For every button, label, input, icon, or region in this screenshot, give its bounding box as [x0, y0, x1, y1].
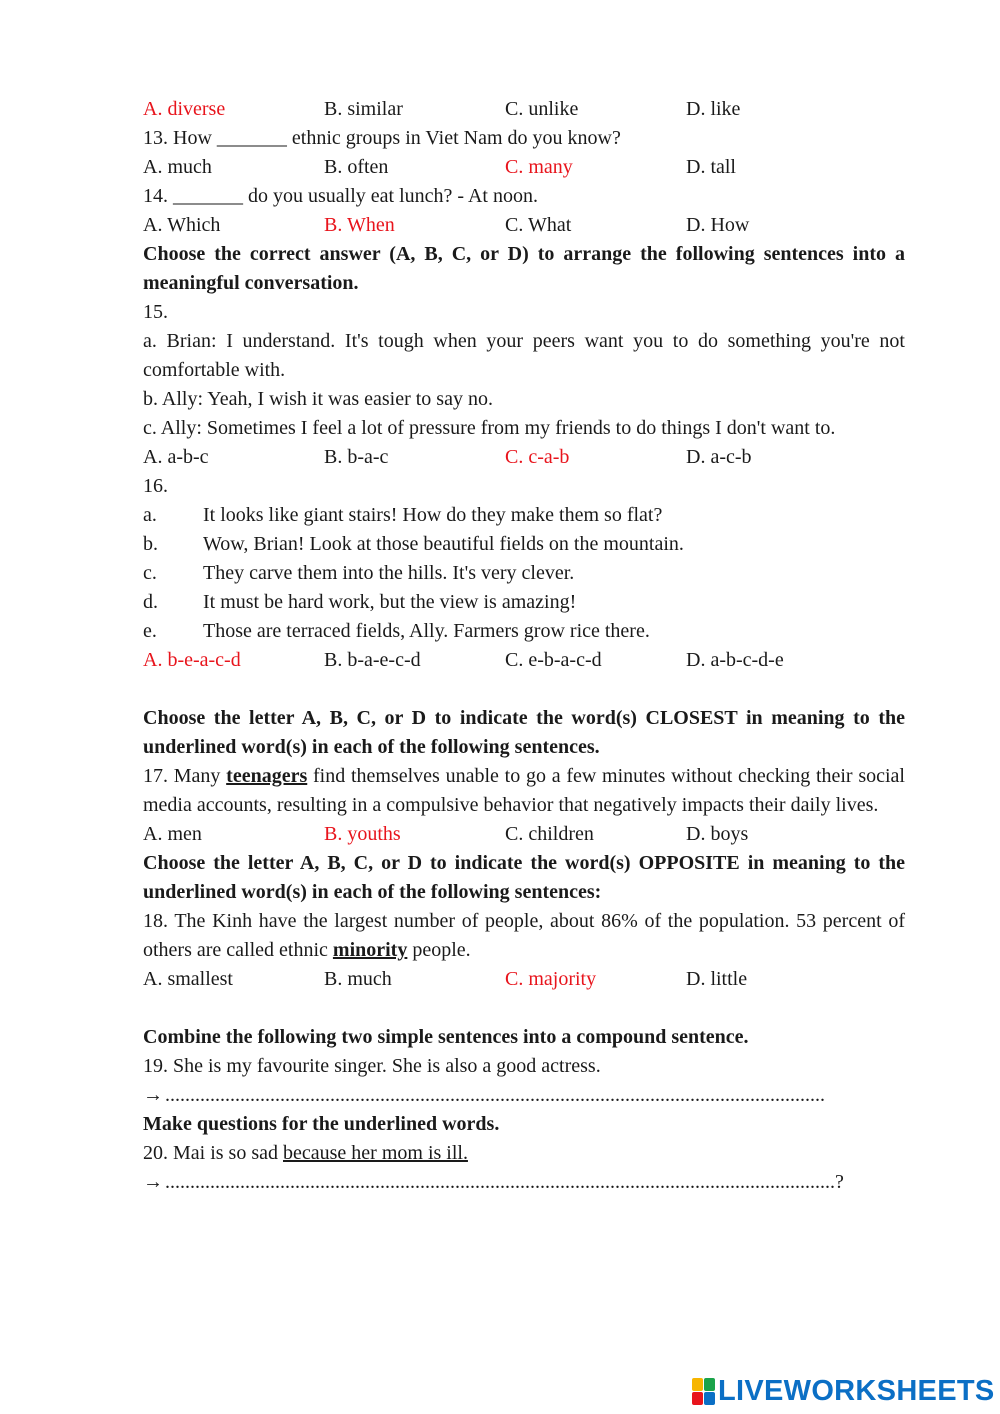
worksheet-page: [143, 95, 905, 1197]
q15-line-b: b. Ally: Yeah, I wish it was easier to say no.: [143, 388, 493, 410]
q18-option-a[interactable]: A. smallest: [143, 968, 233, 990]
q17-option-a[interactable]: A. men: [143, 823, 202, 845]
q16-item-text: They carve them into the hills. It's very clever.: [203, 562, 575, 584]
q18-text-after: people.: [407, 939, 471, 961]
q17-option-c[interactable]: C. children: [505, 823, 594, 845]
q20-underlined-phrase: because her mom is ill.: [283, 1142, 468, 1164]
q15-options: [143, 443, 905, 472]
q16-number: 16.: [143, 475, 168, 497]
q13-option-b[interactable]: B. often: [324, 156, 389, 178]
q13-stem: 13. How _______ ethnic groups in Viet Nam do you know?: [143, 127, 621, 149]
q17-text-before: 17. Many: [143, 765, 227, 787]
q14-option-c[interactable]: C. What: [505, 214, 572, 236]
q15-number: 15.: [143, 301, 168, 323]
q20-answer-line[interactable]: ......................................................................................................................................?: [165, 1171, 844, 1193]
spacer: [143, 994, 905, 1023]
q16-item-label: e.: [143, 620, 157, 642]
q16-item-text: It looks like giant stairs! How do they make them so flat?: [203, 504, 663, 526]
section-questions-instruction: Make questions for the underlined words.: [143, 1113, 500, 1135]
q16-item-d: [143, 588, 905, 617]
q16-options: [143, 646, 905, 675]
q16-item-label: a.: [143, 504, 157, 526]
q17-option-b[interactable]: B. youths: [324, 823, 401, 845]
q16-item-label: c.: [143, 562, 157, 584]
q16-option-c[interactable]: C. e-b-a-c-d: [505, 649, 602, 671]
q12-option-b[interactable]: B. similar: [324, 98, 403, 120]
q18-underlined-word: minority: [332, 939, 408, 961]
logo-square-blue: [704, 1392, 715, 1405]
q16-item-text: It must be hard work, but the view is amazing!: [203, 591, 577, 613]
q16-option-a[interactable]: A. b-e-a-c-d: [143, 649, 241, 671]
arrow-right-icon: →: [143, 1171, 163, 1193]
q14-options: [143, 211, 905, 240]
q16-item-text: Wow, Brian! Look at those beautiful fields on the mountain.: [203, 533, 684, 555]
q13-option-d[interactable]: D. tall: [686, 156, 736, 178]
q14-option-d[interactable]: D. How: [686, 214, 750, 236]
logo-square-red: [692, 1392, 703, 1405]
liveworksheets-logo-icon: [692, 1378, 714, 1404]
liveworksheets-logo-text: LIVEWORKSHEETS: [718, 1374, 995, 1407]
q17-stem: [143, 762, 905, 820]
spacer: [143, 675, 905, 704]
q18-option-d[interactable]: D. little: [686, 968, 748, 990]
q14-stem: 14. _______ do you usually eat lunch? - At noon.: [143, 185, 538, 207]
q20-answer-row: [143, 1168, 905, 1197]
q16-item-a: [143, 501, 905, 530]
q16-item-label: b.: [143, 533, 158, 555]
q13-option-a[interactable]: A. much: [143, 156, 212, 178]
q18-text-before: 18. The Kinh have the largest number of people, about 86% of the population. 53 percent of others are called ethnic: [143, 910, 905, 961]
q12-option-d[interactable]: D. like: [686, 98, 741, 120]
q16-item-e: [143, 617, 905, 646]
section-combine-instruction: Combine the following two simple sentences into a compound sentence.: [143, 1026, 749, 1048]
q16-option-d[interactable]: D. a-b-c-d-e: [686, 649, 784, 671]
q12-option-a[interactable]: A. diverse: [143, 98, 226, 120]
section-opposite-instruction: Choose the letter A, B, C, or D to indicate the word(s) OPPOSITE in meaning to the underlined word(s) in each of the following sentences:: [143, 852, 905, 903]
q18-option-b[interactable]: B. much: [324, 968, 392, 990]
q19-answer-line[interactable]: ....................................................................................................................................: [165, 1084, 825, 1106]
q15-option-d[interactable]: D. a-c-b: [686, 446, 752, 468]
arrow-right-icon: →: [143, 1084, 163, 1106]
logo-square-yellow: [692, 1378, 703, 1391]
q14-option-a[interactable]: A. Which: [143, 214, 221, 236]
q17-option-d[interactable]: D. boys: [686, 823, 749, 845]
q15-line-a: a. Brian: I understand. It's tough when your peers want you to do something you're not comfortable with.: [143, 330, 905, 381]
q16-item-b: [143, 530, 905, 559]
section-closest-instruction: Choose the letter A, B, C, or D to indicate the word(s) CLOSEST in meaning to the underlined word(s) in each of the following sentences.: [143, 707, 905, 758]
q12-option-c[interactable]: C. unlike: [505, 98, 579, 120]
q17-options: [143, 820, 905, 849]
q19-answer-row: [143, 1081, 905, 1110]
q17-underlined-word: teenagers: [226, 765, 308, 787]
q16-item-c: [143, 559, 905, 588]
q14-option-b[interactable]: B. When: [324, 214, 395, 236]
q20-text-before: 20. Mai is so sad: [143, 1142, 283, 1164]
q15-option-c[interactable]: C. c-a-b: [505, 446, 570, 468]
logo-square-green: [704, 1378, 715, 1391]
q15-option-b[interactable]: B. b-a-c: [324, 446, 389, 468]
q16-option-b[interactable]: B. b-a-e-c-d: [324, 649, 421, 671]
q13-options: [143, 153, 905, 182]
q18-options: [143, 965, 905, 994]
q16-item-label: d.: [143, 591, 158, 613]
q16-item-text: Those are terraced fields, Ally. Farmers grow rice there.: [203, 620, 650, 642]
section-arrange-instruction: Choose the correct answer (A, B, C, or D) to arrange the following sentences into a meaningful conversation.: [143, 243, 905, 294]
q17-text-after: find themselves unable to go a few minutes without checking their social media accounts, resulting in a compulsive behavior that negatively impacts their daily lives.: [143, 765, 905, 816]
q18-stem: [143, 907, 905, 965]
q15-option-a[interactable]: A. a-b-c: [143, 446, 209, 468]
q13-option-c[interactable]: C. many: [505, 156, 573, 178]
q19-stem: 19. She is my favourite singer. She is also a good actress.: [143, 1055, 601, 1077]
q20-stem: [143, 1139, 905, 1168]
q15-line-c: c. Ally: Sometimes I feel a lot of pressure from my friends to do things I don't want to.: [143, 417, 836, 439]
q18-option-c[interactable]: C. majority: [505, 968, 597, 990]
liveworksheets-logo: [692, 1376, 995, 1406]
q12-options: [143, 95, 905, 124]
